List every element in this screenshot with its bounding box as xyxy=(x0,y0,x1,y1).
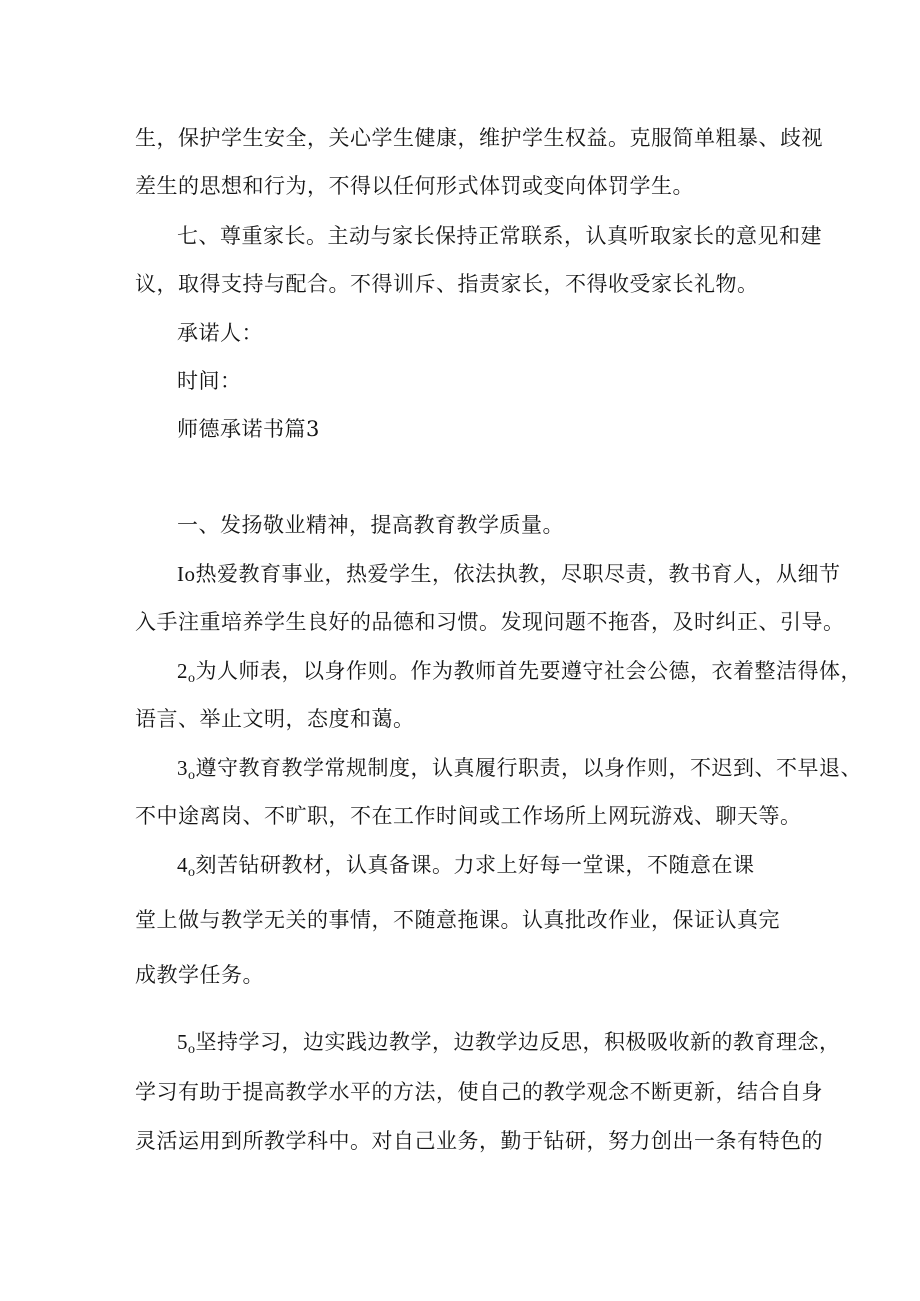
item-4-line-2: 堂上做与教学无关的事情，不随意拖课。认真批改作业，保证认真完 xyxy=(135,908,780,932)
promiser-label: 承诺人： xyxy=(177,321,263,345)
item-5-number: 5 xyxy=(177,1030,188,1054)
item-4-text: 刻苦钻研教材，认真备课。力求上好每一堂课，不随意在课 xyxy=(195,853,755,877)
item-1-number: Io xyxy=(177,562,196,586)
section7-line-2: 议，取得支持与配合。不得训斥、指责家长，不得收受家长礼物。 xyxy=(135,272,759,296)
item-4-suffix: o xyxy=(188,865,196,880)
item-1-line-2: 入手注重培养学生良好的品德和习惯。发现问题不拖沓，及时纠正、引导。 xyxy=(135,610,845,634)
item-2-line-1 xyxy=(177,656,862,694)
item-5-line-3: 灵活运用到所教学科中。对自己业务，勤于钻研，努力创出一条有特色的 xyxy=(135,1129,823,1153)
chapter-title: 师德承诺书篇3 xyxy=(177,417,320,441)
section6-line-2: 差生的思想和行为，不得以任何形式体罚或变向体罚学生。 xyxy=(135,174,694,198)
item-2-line-2: 语言、举止文明，态度和蔼。 xyxy=(135,707,415,731)
item-1-text: 热爱教育事业，热爱学生，依法执教，尽职尽责，教书育人，从细节 xyxy=(195,562,841,586)
item-3-line-2: 不中途离岗、不旷职，不在工作时间或工作场所上网玩游戏、聊天等。 xyxy=(135,804,802,828)
item-4-number: 4 xyxy=(177,853,188,877)
item-5-line-2: 学习有助于提高教学水平的方法，使自己的教学观念不断更新，结合自身 xyxy=(135,1080,823,1104)
section6-line-1: 生，保护学生安全，关心学生健康，维护学生权益。克服简单粗暴、歧视 xyxy=(135,126,823,150)
time-label: 时间： xyxy=(177,369,242,393)
item-2-number: 2 xyxy=(177,659,188,683)
item-3-text: 遵守教育教学常规制度，认真履行职责，以身作则，不迟到、不早退、 xyxy=(195,756,862,780)
item-2-suffix: o xyxy=(188,671,196,686)
item-2-text: 为人师表，以身作则。作为教师首先要遵守社会公德，衣着整洁得体， xyxy=(195,659,862,683)
item-5-text: 坚持学习，边实践边教学，边教学边反思，积极吸收新的教育理念， xyxy=(195,1030,841,1054)
item-3-suffix: o xyxy=(188,768,196,783)
section7-line-1: 七、尊重家长。主动与家长保持正常联系，认真听取家长的意见和建 xyxy=(177,224,822,248)
item-3-line-1 xyxy=(177,753,862,791)
item-4-line-1 xyxy=(177,850,755,888)
item-4-line-3: 成教学任务。 xyxy=(135,963,264,987)
heading-1: 一、发扬敬业精神，提高教育教学质量。 xyxy=(177,513,564,537)
item-3-number: 3 xyxy=(177,756,188,780)
item-1-line-1 xyxy=(177,559,841,589)
item-5-line-1 xyxy=(177,1027,841,1065)
item-5-suffix: o xyxy=(188,1042,196,1057)
